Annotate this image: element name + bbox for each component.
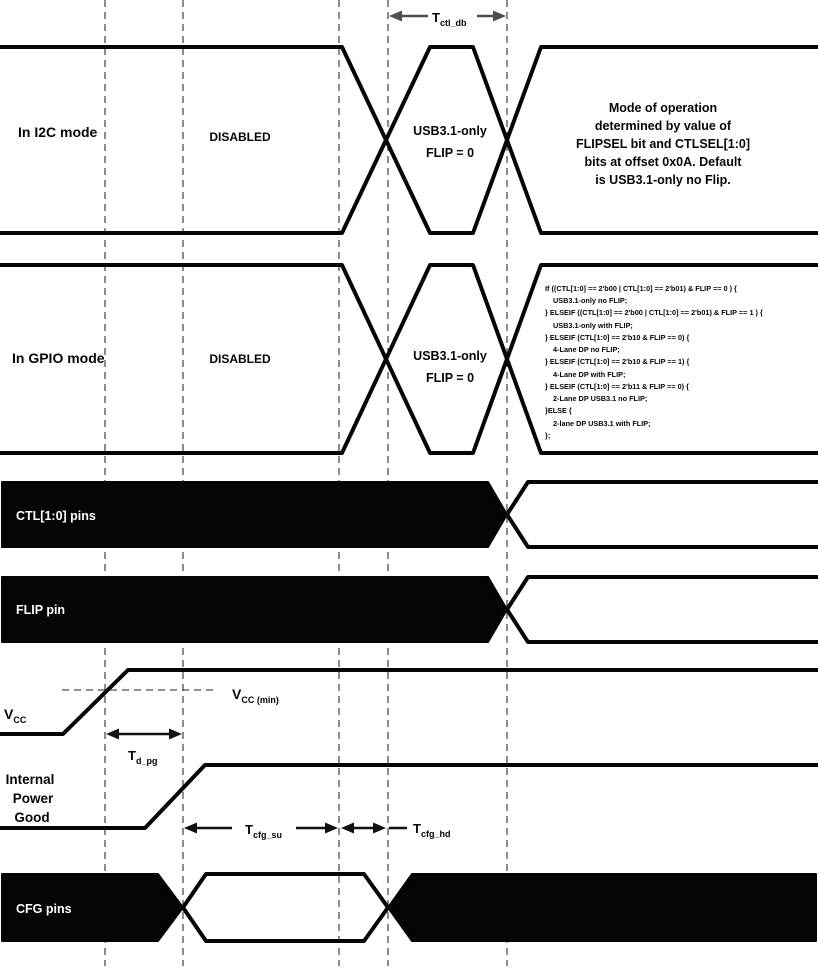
i2c-row-label: In I2C mode — [18, 124, 98, 140]
note-line: bits at offset 0x0A. Default — [584, 155, 742, 169]
power-good-label-line1: Internal — [5, 772, 55, 787]
t-ctl-db-arrow-right-head — [493, 11, 506, 22]
gpio-waveform-upper — [2, 265, 816, 453]
note-line: determined by value of — [594, 119, 732, 133]
code-line: 2-Lane DP USB3.1 no FLIP; — [553, 394, 648, 403]
i2c-mode-note — [576, 101, 750, 187]
t-ctl-db-arrow-left-head — [389, 11, 402, 22]
t-ctl-db-label: $T_{ctl\_db}$ — [432, 10, 467, 28]
i2c-disabled-label: DISABLED — [209, 130, 271, 144]
code-line: } ELSEIF ((CTL[1:0] == 2'b00 | CTL[1:0] == 2'b01) & FLIP == 1 ) { — [545, 308, 763, 317]
power-good-label-line2: Power — [12, 791, 54, 806]
code-line: }; — [545, 431, 551, 440]
vcc-row — [2, 670, 816, 766]
code-line: 4-Lane DP with FLIP; — [553, 370, 626, 379]
vcc-label: $V_{CC}$ — [4, 706, 27, 725]
ctl-pins-row — [2, 482, 816, 547]
ctl-bus-open-lower — [507, 515, 816, 548]
flip-bus-black-region — [2, 577, 507, 642]
code-line: 4-Lane DP no FLIP; — [553, 345, 620, 354]
vcc-waveform — [2, 670, 816, 734]
code-line: USB3.1-only with FLIP; — [553, 321, 633, 330]
code-line: }ELSE { — [545, 406, 572, 415]
t-cfg-hd-annotation — [341, 821, 450, 839]
t-d-pg-arrow-left-head — [106, 729, 119, 740]
code-line: If ((CTL[1:0] == 2'b00 | CTL[1:0] == 2'b01) & FLIP == 0 ) { — [545, 284, 737, 293]
flip-pin-row — [2, 577, 816, 642]
internal-power-good-row — [2, 765, 816, 840]
t-cfg-su-annotation — [184, 822, 338, 840]
power-good-waveform — [2, 765, 816, 828]
t-cfg-hd-arrow-right-head — [373, 823, 386, 834]
gpio-waveform-lower — [2, 265, 816, 453]
cfg-valid-window-upper — [183, 874, 388, 908]
i2c-window-label-line1: USB3.1-only — [413, 124, 487, 138]
flip-bus-open-lower — [507, 610, 816, 643]
i2c-mode-row — [2, 47, 816, 233]
t-cfg-su-arrow-right-head — [325, 823, 338, 834]
t-d-pg-arrow-right-head — [169, 729, 182, 740]
code-line: } ELSEIF (CTL[1:0] == 2'b11 & FLIP == 0) { — [545, 382, 689, 391]
t-ctl-db-annotation — [389, 10, 506, 28]
gpio-disabled-label: DISABLED — [209, 352, 271, 366]
t-d-pg-annotation — [106, 729, 182, 767]
t-d-pg-label: $T_{d\_pg}$ — [128, 748, 158, 766]
cfg-pins-row — [2, 874, 816, 941]
t-cfg-su-arrow-left-head — [184, 823, 197, 834]
gpio-window-label-line2: FLIP = 0 — [425, 371, 475, 385]
flip-bus-open-upper — [507, 577, 816, 610]
note-line: is USB3.1-only no Flip. — [595, 173, 731, 187]
gpio-mode-code-block — [545, 284, 763, 440]
code-line: 2-lane DP USB3.1 with FLIP; — [553, 419, 651, 428]
t-cfg-hd-arrow-left-head — [341, 823, 354, 834]
vcc-min-label: $V_{CC (min)}$ — [232, 686, 279, 705]
gpio-mode-row — [2, 265, 816, 453]
i2c-window-label-line2: FLIP = 0 — [425, 146, 475, 160]
power-good-label-line3: Good — [14, 810, 50, 825]
code-line: } ELSEIF (CTL[1:0] == 2'b10 & FLIP == 0) { — [545, 333, 690, 342]
ctl-row-label: CTL[1:0] pins — [16, 509, 96, 523]
code-line: USB3.1-only no FLIP; — [553, 296, 628, 305]
cfg-row-label: CFG pins — [16, 902, 72, 916]
note-line: FLIPSEL bit and CTLSEL[1:0] — [575, 137, 751, 151]
cfg-bus-black-right — [388, 874, 816, 941]
gpio-window-label-line1: USB3.1-only — [413, 349, 487, 363]
code-line: } ELSEIF (CTL[1:0] == 2'b10 & FLIP == 1) { — [545, 357, 690, 366]
gpio-row-label: In GPIO mode — [12, 350, 105, 366]
cfg-valid-window-lower — [183, 908, 388, 942]
note-line: Mode of operation — [608, 101, 718, 115]
ctl-bus-open-upper — [507, 482, 816, 515]
t-cfg-su-label: $T_{cfg\_su}$ — [245, 822, 282, 840]
t-cfg-hd-label: $T_{cfg\_hd}$ — [413, 821, 451, 839]
flip-row-label: FLIP pin — [16, 603, 66, 617]
